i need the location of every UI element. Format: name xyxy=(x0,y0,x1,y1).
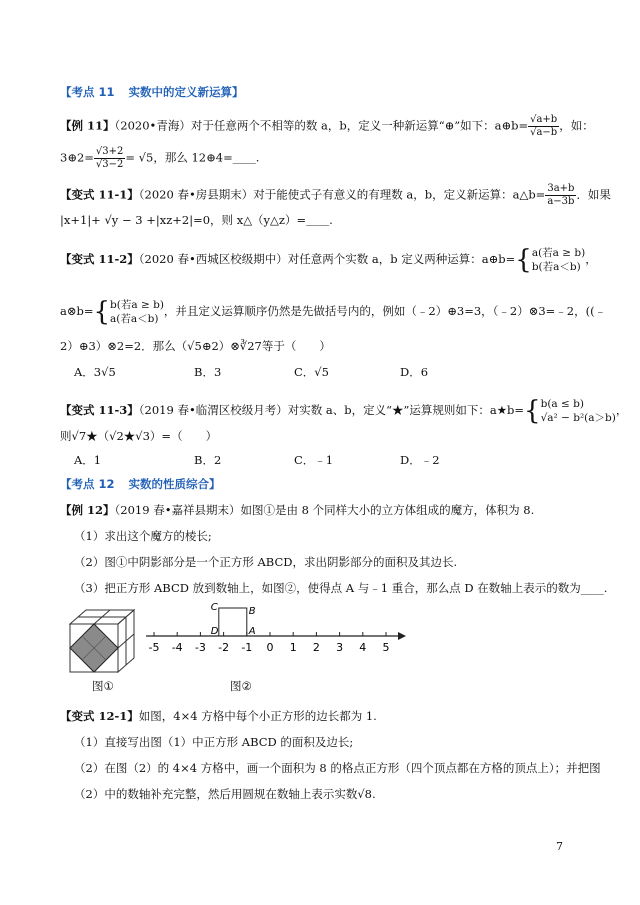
variant-11-1-source: （2020 春•房县期末） xyxy=(138,187,254,202)
topic-11-heading xyxy=(60,84,244,100)
axis-tick-label: -2 xyxy=(218,641,230,654)
variant-11-1-line1 xyxy=(60,183,611,208)
variant-12-1-text: 如图，4×4 方格中每个小正方形的边长都为 1. xyxy=(138,709,377,723)
fraction-numerator: √a+b xyxy=(530,114,558,125)
variant-11-3-option-d[interactable]: D．﹣2 xyxy=(400,453,440,467)
example-11-line2 xyxy=(60,146,259,171)
variant-11-2-tag: 【变式 11-2】 xyxy=(60,252,139,266)
variant-11-1-fraction xyxy=(545,183,576,208)
variant-11-3-option-b[interactable]: B．2 xyxy=(194,453,222,467)
label-d: D xyxy=(210,626,219,637)
case-2: b(若a＜b) xyxy=(531,261,581,273)
case-1: a(若a ≥ b) xyxy=(531,247,586,259)
variant-12-1-q2: （2）在图（2）的 4×4 方格中，画一个面积为 8 的格点正方形（四个顶点都在方格的顶点上）；并把图 xyxy=(74,761,601,775)
variant-11-2-line2-lead: a⊗b= xyxy=(60,304,94,318)
variant-11-2-text: 对任意两个实数 a，b 定义两种运算：a⊕b= xyxy=(287,252,516,266)
brace-icon: { xyxy=(524,396,541,426)
case-1: b(若a ≥ b) xyxy=(110,299,164,311)
variant-11-2-line2 xyxy=(60,298,606,326)
figure-2-number-line xyxy=(140,598,410,662)
fraction-numerator: √3+2 xyxy=(95,146,124,157)
fraction-numerator: 3a+b xyxy=(547,183,575,194)
fraction-denominator: √a−b xyxy=(530,127,558,138)
square-abcd-on-axis xyxy=(219,608,247,636)
axis-tick-label: 0 xyxy=(266,641,274,654)
example-12-text: （2019 春•嘉祥县期末）如图①是由 8 个同样大小的立方体组成的魔方，体积为 8. xyxy=(114,503,535,517)
variant-11-1-text: 对于能使式子有意义的有理数 a，b，定义新运算：a△b= xyxy=(253,187,546,202)
example-11-tail: ，如： xyxy=(559,118,594,133)
example-11-line1 xyxy=(60,114,594,139)
topic-12-title: 实数的性质综合】 xyxy=(128,477,221,491)
arrow-right-icon xyxy=(398,632,406,640)
variant-11-2-source: （2020 春•西城区校级期中） xyxy=(138,252,288,266)
figure-1-caption: 图① xyxy=(92,679,114,693)
axis-tick-label: -3 xyxy=(194,641,206,654)
variant-11-2-option-b[interactable]: B．3 xyxy=(194,365,222,379)
variant-11-3-option-c[interactable]: C．﹣1 xyxy=(294,453,334,467)
page-number: 7 xyxy=(556,840,563,853)
example-11-source: （2020•青海） xyxy=(114,118,191,133)
axis-tick-label: -5 xyxy=(148,641,160,654)
variant-12-1-q3: （2）中的数轴补充完整，然后用圆规在数轴上表示实数√8. xyxy=(74,787,376,801)
topic-11-title: 实数中的定义新运算】 xyxy=(128,85,244,99)
variant-11-2-cases xyxy=(532,246,585,274)
variant-12-1-q1: （1）直接写出图（1）中正方形 ABCD 的面积及边长; xyxy=(74,735,354,749)
variant-11-2-option-c[interactable]: C．√5 xyxy=(294,365,329,379)
variant-11-1-tail: ．如果 xyxy=(576,187,611,202)
brace-icon: { xyxy=(93,297,111,327)
variant-12-1-tag: 【变式 12-1】 xyxy=(60,709,139,723)
example-12-q1: （1）求出这个魔方的棱长; xyxy=(74,529,212,543)
label-b: B xyxy=(248,606,256,617)
case-2: a(若a＜b) xyxy=(110,313,159,325)
variant-11-3-option-a[interactable]: A．1 xyxy=(74,453,102,467)
topic-11-label: 【考点 11 xyxy=(60,85,115,99)
variant-11-2-option-a[interactable]: A．3√5 xyxy=(74,365,116,379)
topic-12-heading xyxy=(60,476,221,492)
example-11-line2-tail: = √5，那么 12⊕4=____. xyxy=(125,150,260,165)
example-11-tag: 【例 11】 xyxy=(60,118,115,133)
variant-11-2-line1 xyxy=(60,246,597,274)
example-11-line2-lead: 3⊕2= xyxy=(60,150,94,165)
case-2: √a² − b²(a＞b) xyxy=(540,412,616,424)
axis-tick-label: 3 xyxy=(336,641,344,654)
variant-11-3-line2: 则√7★（√2★√3）=（ ） xyxy=(60,429,218,443)
variant-11-1-tag: 【变式 11-1】 xyxy=(60,187,139,202)
fraction-denominator: a−3b xyxy=(547,196,575,207)
axis-tick-label: -1 xyxy=(241,641,253,654)
axis-tick-label: 5 xyxy=(382,641,390,654)
example-11-fraction xyxy=(528,114,559,139)
label-a: A xyxy=(248,626,256,637)
figure-1-cube xyxy=(66,606,140,674)
label-c: C xyxy=(210,602,218,613)
fraction-denominator: √3−2 xyxy=(95,159,124,170)
variant-11-3-text: 对实数 a、b，定义“★”运算规则如下：a★b= xyxy=(287,403,525,417)
axis-tick-label: -4 xyxy=(171,641,183,654)
variant-11-2-line3: 2）⊕3）⊗2=2．那么（√5⊕2）⊗∛27等于（ ） xyxy=(60,339,331,353)
variant-11-3-cases xyxy=(541,397,616,425)
example-11-text: 对于任意两个不相等的数 a，b，定义一种新运算“⊕”如下：a⊕b= xyxy=(190,118,529,133)
variant-12-1-line1 xyxy=(60,708,377,724)
example-12-tag: 【例 12】 xyxy=(60,503,115,517)
variant-11-3-tail: ， xyxy=(615,403,628,417)
axis-tick-label: 1 xyxy=(289,641,297,654)
figure-2-caption: 图② xyxy=(230,679,252,693)
variant-11-2-tail: ， xyxy=(585,252,597,266)
topic-12-label: 【考点 12 xyxy=(60,477,115,491)
axis-tick-label: 2 xyxy=(312,641,320,654)
axis-tick-label: 4 xyxy=(359,641,367,654)
brace-icon: { xyxy=(515,245,532,275)
example-12-q3: （3）把正方形 ABCD 放到数轴上，如图②，使得点 A 与﹣1 重合，那么点 D 在数轴上表示的数为____. xyxy=(74,581,608,595)
case-1: b(a ≤ b) xyxy=(540,398,584,410)
variant-11-3-source: （2019 春•临渭区校级月考） xyxy=(138,403,288,417)
example-11-line2-fraction xyxy=(94,146,125,171)
variant-11-2-option-d[interactable]: D．6 xyxy=(400,365,429,379)
variant-11-1-line2: |x+1|+ √y − 3 +|xz+2|=0，则 x△（y△z）=＿＿. xyxy=(60,213,333,227)
example-12-line1 xyxy=(60,502,534,518)
variant-11-2-line2-cases xyxy=(110,298,164,326)
example-12-q2: （2）图①中阴影部分是一个正方形 ABCD，求出阴影部分的面积及其边长. xyxy=(74,555,458,569)
variant-11-3-line1 xyxy=(60,397,627,425)
variant-11-3-tag: 【变式 11-3】 xyxy=(60,403,139,417)
variant-11-2-line2-tail: ，并且定义运算顺序仍然是先做括号内的，例如（﹣2）⊕3=3，（﹣2）⊗3=﹣2，((﹣ xyxy=(163,304,607,318)
